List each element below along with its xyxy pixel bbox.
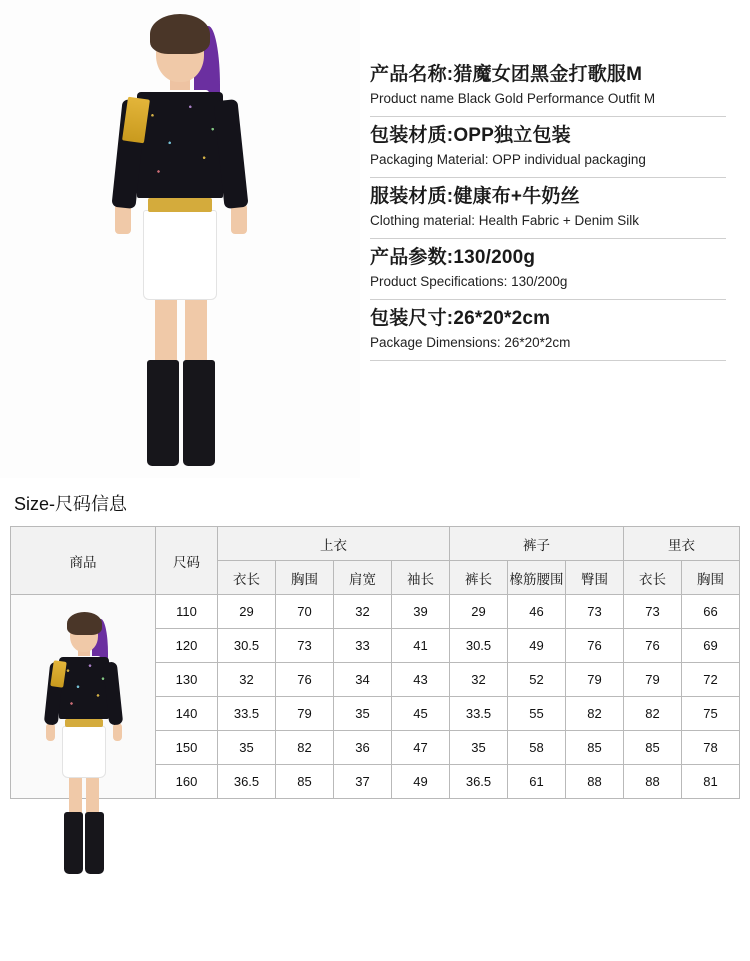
cell-value: 39 xyxy=(392,595,450,629)
jacket-shape xyxy=(59,657,109,719)
size-table-body xyxy=(11,595,740,799)
product-header-section xyxy=(0,0,750,478)
size-table-wrapper xyxy=(0,526,750,799)
spec-cn-text: 包装尺寸:26*20*2cm xyxy=(370,308,551,329)
cell-value: 76 xyxy=(624,629,682,663)
spec-en-text: Product Specifications: 130/200g xyxy=(370,274,568,289)
cell-value: 45 xyxy=(392,697,450,731)
cell-value: 73 xyxy=(276,629,334,663)
header-size: 尺码 xyxy=(156,527,218,595)
cell-value: 41 xyxy=(392,629,450,663)
cell-value: 75 xyxy=(682,697,740,731)
cell-value: 73 xyxy=(566,595,624,629)
shorts-shape xyxy=(143,210,217,300)
spec-en-text: Clothing material: Health Fabric + Denim Silk xyxy=(370,213,639,228)
model-illustration xyxy=(55,8,305,470)
right-arm-shape xyxy=(231,204,247,234)
belt-shape xyxy=(65,719,103,727)
header-group-top: 上衣 xyxy=(218,527,450,561)
cell-value: 52 xyxy=(508,663,566,697)
spec-list xyxy=(360,0,750,478)
right-arm-shape xyxy=(113,723,122,741)
cell-value: 33 xyxy=(334,629,392,663)
product-hero-image xyxy=(0,0,360,478)
cell-value: 36 xyxy=(334,731,392,765)
cell-value: 30.5 xyxy=(450,629,508,663)
cell-value: 88 xyxy=(566,765,624,799)
cell-value: 29 xyxy=(218,595,276,629)
left-arm-shape xyxy=(115,204,131,234)
spec-row-clothing-material xyxy=(370,178,726,239)
spec-en-text: Package Dimensions: 26*20*2cm xyxy=(370,335,571,350)
cell-size: 110 xyxy=(156,595,218,629)
subheader-top-bust: 胸围 xyxy=(276,561,334,595)
model-thumbnail-illustration xyxy=(13,609,153,875)
subheader-pants-hip: 臀围 xyxy=(566,561,624,595)
size-table-group-header-row xyxy=(11,527,740,561)
cell-value: 81 xyxy=(682,765,740,799)
cell-size: 150 xyxy=(156,731,218,765)
cell-value: 55 xyxy=(508,697,566,731)
cell-value: 36.5 xyxy=(218,765,276,799)
spec-cn-text: 包装材质:OPP独立包装 xyxy=(370,125,571,146)
cell-value: 82 xyxy=(624,697,682,731)
cell-value: 34 xyxy=(334,663,392,697)
table-row xyxy=(11,595,740,629)
cell-size: 160 xyxy=(156,765,218,799)
jacket-shape xyxy=(137,92,223,198)
cell-value: 76 xyxy=(566,629,624,663)
cell-value: 82 xyxy=(276,731,334,765)
cell-size: 120 xyxy=(156,629,218,663)
right-boot-shape xyxy=(85,812,104,874)
cell-value: 47 xyxy=(392,731,450,765)
subheader-pants-length: 裤长 xyxy=(450,561,508,595)
hair-shape xyxy=(150,14,210,54)
cell-value: 36.5 xyxy=(450,765,508,799)
spec-cn-text: 产品参数:130/200g xyxy=(370,247,536,268)
left-boot-shape xyxy=(64,812,83,874)
left-boot-shape xyxy=(147,360,179,466)
size-table xyxy=(10,526,740,799)
cell-size: 140 xyxy=(156,697,218,731)
cell-value: 61 xyxy=(508,765,566,799)
cell-value: 70 xyxy=(276,595,334,629)
cell-value: 66 xyxy=(682,595,740,629)
right-boot-shape xyxy=(183,360,215,466)
size-table-head xyxy=(11,527,740,595)
spec-row-package-dimensions xyxy=(370,300,726,361)
cell-value: 69 xyxy=(682,629,740,663)
cell-value: 85 xyxy=(276,765,334,799)
cell-value: 79 xyxy=(624,663,682,697)
cell-value: 73 xyxy=(624,595,682,629)
spec-row-product-name xyxy=(370,62,726,117)
cell-value: 78 xyxy=(682,731,740,765)
cell-value: 49 xyxy=(392,765,450,799)
cell-value: 76 xyxy=(276,663,334,697)
spec-row-product-specifications xyxy=(370,239,726,300)
cell-value: 43 xyxy=(392,663,450,697)
cell-value: 35 xyxy=(334,697,392,731)
subheader-pants-waist: 橡筋腰围 xyxy=(508,561,566,595)
cell-value: 37 xyxy=(334,765,392,799)
cell-value: 32 xyxy=(218,663,276,697)
shorts-shape xyxy=(62,726,106,778)
cell-value: 33.5 xyxy=(450,697,508,731)
left-arm-shape xyxy=(46,723,55,741)
cell-value: 35 xyxy=(218,731,276,765)
cell-value: 88 xyxy=(624,765,682,799)
subheader-top-sleeve: 袖长 xyxy=(392,561,450,595)
size-section-heading: Size-尺码信息 xyxy=(14,494,128,514)
spec-row-packaging-material xyxy=(370,117,726,178)
spec-en-text: Product name Black Gold Performance Outfit M xyxy=(370,91,656,106)
subheader-inner-bust: 胸围 xyxy=(682,561,740,595)
header-group-inner: 里衣 xyxy=(624,527,740,561)
belt-shape xyxy=(148,198,212,212)
cell-value: 58 xyxy=(508,731,566,765)
cell-value: 29 xyxy=(450,595,508,629)
cell-value: 79 xyxy=(566,663,624,697)
cell-value: 85 xyxy=(624,731,682,765)
hair-shape xyxy=(67,612,102,635)
subheader-top-shoulder: 肩宽 xyxy=(334,561,392,595)
cell-value: 35 xyxy=(450,731,508,765)
cell-value: 30.5 xyxy=(218,629,276,663)
subheader-top-length: 衣长 xyxy=(218,561,276,595)
cell-value: 46 xyxy=(508,595,566,629)
header-group-pants: 裤子 xyxy=(450,527,624,561)
header-product: 商品 xyxy=(11,527,156,595)
product-thumbnail-cell xyxy=(11,595,156,799)
spec-cn-text: 产品名称:猎魔女团黑金打歌服M xyxy=(370,64,643,85)
spec-en-text: Packaging Material: OPP individual packaging xyxy=(370,152,646,167)
cell-value: 82 xyxy=(566,697,624,731)
spec-cn-text: 服装材质:健康布+牛奶丝 xyxy=(370,186,580,207)
subheader-inner-length: 衣长 xyxy=(624,561,682,595)
cell-value: 32 xyxy=(450,663,508,697)
cell-value: 49 xyxy=(508,629,566,663)
cell-value: 79 xyxy=(276,697,334,731)
cell-value: 32 xyxy=(334,595,392,629)
cell-value: 72 xyxy=(682,663,740,697)
cell-size: 130 xyxy=(156,663,218,697)
cell-value: 33.5 xyxy=(218,697,276,731)
cell-value: 85 xyxy=(566,731,624,765)
